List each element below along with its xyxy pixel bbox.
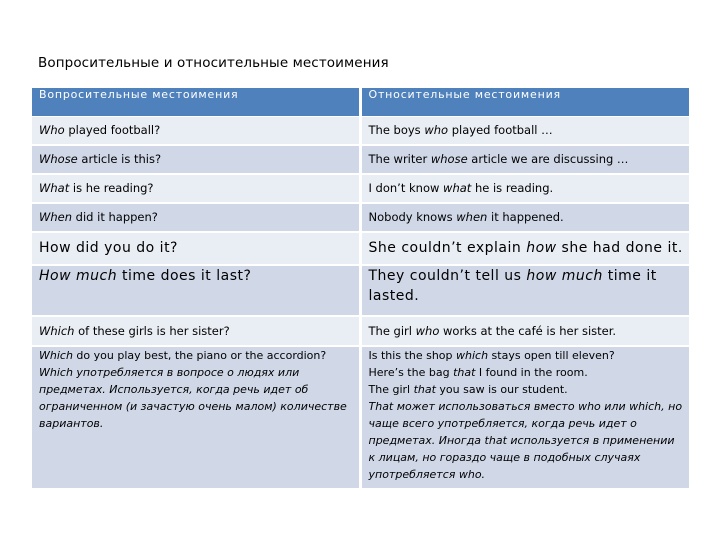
cell-interrogative [32,117,360,146]
cell-interrogative [32,145,360,174]
usage-note: That может использоваться вместо who или which, но чаще всего употребляется, когда речь идет о предметах. Иногда that используется в применении к лицам, но гораздо чаще в подобных случаях употребляется who. [368,400,683,481]
cell-text: She couldn’t explain [368,240,527,256]
pronoun: Which [39,324,75,338]
cell-interrogative [32,232,360,265]
pronoun: when [456,210,488,224]
cell-text: is he reading? [69,181,154,195]
cell-text: article is this? [77,152,162,166]
pronoun: How much [39,268,118,284]
cell-interrogative [32,174,360,203]
cell-text: of these girls is her sister? [74,324,230,338]
cell-text: article we are discussing … [467,152,629,166]
example-line [369,381,684,398]
cell-relative [360,174,689,203]
table-row [32,174,689,203]
pronoun: that [453,366,476,379]
pronoun: who [424,123,449,137]
cell-relative [360,145,689,174]
cell-text: The girl [368,324,416,338]
table-row [32,265,689,316]
pronoun: how [526,240,557,256]
cell-text: Nobody knows [368,210,457,224]
cell-interrogative [32,265,360,316]
pronoun: what [443,181,472,195]
pronoun: whose [430,152,468,166]
header-interrogative: Вопросительные местоимения [32,88,360,117]
pronoun: What [39,181,70,195]
cell-relative [360,346,689,489]
cell-relative [360,316,689,346]
cell-text: you saw is our student. [435,383,568,396]
cell-text: They couldn’t tell us [368,268,527,284]
cell-text: I don’t know [368,181,444,195]
cell-interrogative [32,316,360,346]
cell-text: played football … [448,123,553,137]
cell-text: time it lasted. [368,268,657,304]
cell-text: she had done it. [556,240,683,256]
usage-note: Which употребляется в вопросе о людях или предметах. Используется, когда речь идет об ограниченном (и зачастую очень малом) количестве вариантов. [39,366,347,430]
table-row [32,117,689,146]
pronoun: who [415,324,440,338]
cell-text: did it happen? [72,210,158,224]
cell-text: I found in the room. [475,366,588,379]
cell-text: Is this the shop [368,349,457,362]
example-line [39,347,353,364]
cell-text: stays open till eleven? [488,349,615,362]
pronoun: When [39,210,73,224]
cell-interrogative [32,203,360,232]
table-row [32,203,689,232]
pronoun: Whose [39,152,78,166]
pronoun: that [413,383,436,396]
cell-text: he is reading. [471,181,554,195]
example-line [369,347,684,364]
cell-text: do you play best, the piano or the accordion? [72,349,327,362]
table-row [32,316,689,346]
cell-text: The writer [368,152,431,166]
cell-relative [360,265,689,316]
cell-text: Here’s the bag [368,366,454,379]
cell-text: works at the café is her sister. [439,324,617,338]
table-row [32,232,689,265]
header-relative: Относительные местоимения [360,88,689,117]
cell-text: How did you do it? [39,240,178,256]
pronoun: Who [39,123,65,137]
page-title: Вопросительные и относительные местоимения [38,55,389,71]
cell-text: it happened. [487,210,564,224]
cell-text: time does it last? [117,268,252,284]
cell-relative [360,232,689,265]
example-line [369,364,684,381]
cell-text: played football? [64,123,161,137]
table-header-row [32,88,689,117]
pronouns-table [32,88,689,490]
cell-relative [360,117,689,146]
cell-text: The boys [368,123,425,137]
table-row [32,145,689,174]
cell-relative [360,203,689,232]
pronoun: how much [526,268,603,284]
cell-text: The girl [368,383,414,396]
cell-interrogative [32,346,360,489]
pronoun: which [456,349,489,362]
pronoun: Which [39,349,73,362]
table-row [32,346,689,489]
